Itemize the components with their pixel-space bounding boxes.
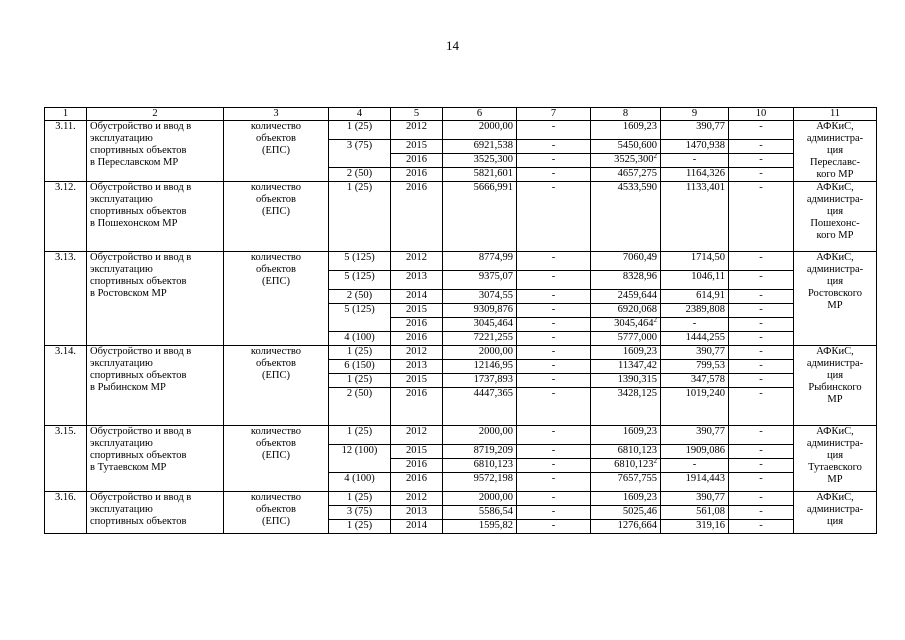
col8-cell: [591, 182, 661, 252]
executor-line: Ростовского: [807, 288, 863, 299]
quantity-cell: 4 (100): [329, 332, 391, 346]
header-cell: 3: [224, 108, 329, 121]
item-title: [87, 346, 224, 426]
col8-value: 1276,664: [617, 520, 657, 531]
col8-cell: [591, 388, 661, 426]
measure-unit-line: количество: [250, 182, 302, 193]
col7-cell: -: [517, 182, 591, 252]
total-cell: 2000,00: [443, 121, 517, 140]
quantity-cell: 5 (125): [329, 304, 391, 332]
col9-cell: 390,77: [661, 492, 729, 506]
measure-unit-line: (ЕПС): [262, 450, 290, 461]
col9-cell: -: [661, 459, 729, 473]
item-number: 3.14.: [45, 346, 87, 426]
col7-cell: -: [517, 346, 591, 360]
measure-unit-line: количество: [250, 121, 302, 132]
item-title-line: спортивных объектов: [90, 276, 187, 287]
col9-cell: 614,91: [661, 290, 729, 304]
quantity-cell: 5 (125): [329, 271, 391, 290]
measure-unit-line: объектов: [255, 358, 297, 369]
quantity-cell: 6 (150): [329, 360, 391, 374]
measure-unit-line: (ЕПС): [262, 516, 290, 527]
col10-cell: -: [729, 182, 794, 252]
year-cell: 2013: [391, 271, 443, 290]
executor-line: кого МР: [816, 169, 854, 180]
total-cell: 3074,55: [443, 290, 517, 304]
item-title-line: спортивных объектов: [90, 145, 187, 156]
item-title: [87, 121, 224, 182]
header-cell: 5: [391, 108, 443, 121]
col7-cell: -: [517, 506, 591, 520]
header-cell: 9: [661, 108, 729, 121]
year-cell: 2012: [391, 346, 443, 360]
total-cell: 2000,00: [443, 346, 517, 360]
header-row: [45, 108, 877, 121]
measure-unit: [224, 492, 329, 534]
item-title-line: Обустройство и ввод в: [90, 252, 192, 263]
col8-cell: [591, 304, 661, 318]
col10-cell: -: [729, 252, 794, 271]
col8-value: 1390,315: [617, 374, 657, 385]
measure-unit-line: объектов: [255, 504, 297, 515]
executor: [794, 252, 877, 346]
executor-line: ция: [826, 206, 844, 217]
item-title-line: Обустройство и ввод в: [90, 492, 192, 503]
table-row: [45, 492, 877, 506]
item-title-line: спортивных объектов: [90, 206, 187, 217]
year-cell: 2013: [391, 360, 443, 374]
total-cell: 8774,99: [443, 252, 517, 271]
quantity-cell: 1 (25): [329, 520, 391, 534]
quantity-cell: 12 (100): [329, 445, 391, 473]
executor-line: МР: [827, 300, 843, 311]
col10-cell: -: [729, 346, 794, 360]
col10-cell: -: [729, 290, 794, 304]
item-number: 3.15.: [45, 426, 87, 492]
col8-value: 5777,000: [617, 332, 657, 343]
table-row: [45, 121, 877, 140]
total-cell: 9572,198: [443, 473, 517, 492]
executor-line: ция: [826, 370, 844, 381]
year-cell: 2012: [391, 252, 443, 271]
col9-cell: 1019,240: [661, 388, 729, 426]
footnote-mark: 2: [653, 316, 657, 324]
col7-cell: -: [517, 271, 591, 290]
measure-unit: [224, 426, 329, 492]
item-title: [87, 252, 224, 346]
col8-cell: [591, 473, 661, 492]
header-cell: 10: [729, 108, 794, 121]
executor-line: АФКиС,: [816, 182, 854, 193]
executor-line: ция: [826, 516, 844, 527]
col8-value: 7060,49: [622, 252, 657, 263]
measure-unit-line: объектов: [255, 194, 297, 205]
total-cell: 3045,464: [443, 318, 517, 332]
col8-cell: [591, 492, 661, 506]
col10-cell: -: [729, 332, 794, 346]
year-cell: 2015: [391, 445, 443, 459]
item-title-line: эксплуатацию: [90, 133, 153, 144]
col10-cell: -: [729, 426, 794, 445]
year-cell: 2012: [391, 426, 443, 445]
year-cell: 2015: [391, 140, 443, 154]
total-cell: 12146,95: [443, 360, 517, 374]
year-cell: 2016: [391, 154, 443, 168]
executor-line: администра-: [806, 133, 864, 144]
col8-cell: [591, 360, 661, 374]
measure-unit-line: (ЕПС): [262, 276, 290, 287]
year-cell: 2015: [391, 304, 443, 318]
total-cell: 2000,00: [443, 426, 517, 445]
measure-unit-line: количество: [250, 426, 302, 437]
col9-cell: 319,16: [661, 520, 729, 534]
header-cell: 2: [87, 108, 224, 121]
executor-line: МР: [827, 394, 843, 405]
executor-line: Тутаевского: [808, 462, 862, 473]
item-title-line: эксплуатацию: [90, 438, 153, 449]
footnote-mark: 2: [653, 152, 657, 160]
col10-cell: -: [729, 520, 794, 534]
table-row: [45, 346, 877, 360]
col8-cell: [591, 459, 661, 473]
year-cell: 2015: [391, 374, 443, 388]
executor-line: Переславс-: [809, 157, 861, 168]
col8-value: 6810,123: [614, 459, 654, 470]
item-title-line: эксплуатацию: [90, 504, 153, 515]
measure-unit-line: (ЕПС): [262, 145, 290, 156]
col10-cell: -: [729, 506, 794, 520]
col8-value: 3525,300: [614, 154, 654, 165]
year-cell: 2016: [391, 473, 443, 492]
executor-line: АФКиС,: [816, 121, 854, 132]
col10-cell: -: [729, 154, 794, 168]
quantity-cell: 2 (50): [329, 168, 391, 182]
col7-cell: -: [517, 445, 591, 459]
total-cell: 2000,00: [443, 492, 517, 506]
executor-line: Пошехонс-: [810, 218, 860, 229]
col8-value: 7657,755: [617, 473, 657, 484]
col9-cell: 1164,326: [661, 168, 729, 182]
item-title-line: в Пошехонском МР: [90, 218, 178, 229]
col9-cell: 390,77: [661, 346, 729, 360]
year-cell: 2016: [391, 318, 443, 332]
col7-cell: -: [517, 304, 591, 318]
quantity-cell: 1 (25): [329, 492, 391, 506]
total-cell: 3525,300: [443, 154, 517, 168]
item-title-line: в Рыбинском МР: [90, 382, 166, 393]
item-title-line: спортивных объектов: [90, 450, 187, 461]
executor-line: Рыбинского: [808, 382, 862, 393]
item-title-line: эксплуатацию: [90, 264, 153, 275]
item-title-line: Обустройство и ввод в: [90, 121, 192, 132]
executor-line: АФКиС,: [816, 426, 854, 437]
total-cell: 1595,82: [443, 520, 517, 534]
item-title-line: Обустройство и ввод в: [90, 182, 192, 193]
col7-cell: -: [517, 492, 591, 506]
total-cell: 6921,538: [443, 140, 517, 154]
col9-cell: 1470,938: [661, 140, 729, 154]
col7-cell: -: [517, 332, 591, 346]
col10-cell: -: [729, 304, 794, 318]
program-table: [44, 107, 877, 534]
col8-cell: [591, 154, 661, 168]
item-number: 3.16.: [45, 492, 87, 534]
measure-unit-line: количество: [250, 252, 302, 263]
measure-unit-line: объектов: [255, 133, 297, 144]
col10-cell: -: [729, 318, 794, 332]
total-cell: 5586,54: [443, 506, 517, 520]
col8-value: 6810,123: [617, 445, 657, 456]
total-cell: 8719,209: [443, 445, 517, 459]
year-cell: 2016: [391, 182, 443, 252]
header-cell: 8: [591, 108, 661, 121]
quantity-cell: 4 (100): [329, 473, 391, 492]
quantity-cell: 1 (25): [329, 182, 391, 252]
col9-cell: 1914,443: [661, 473, 729, 492]
col8-value: 4657,275: [617, 168, 657, 179]
quantity-cell: 2 (50): [329, 388, 391, 426]
executor: [794, 492, 877, 534]
executor-line: ция: [826, 450, 844, 461]
quantity-cell: 1 (25): [329, 121, 391, 140]
col7-cell: -: [517, 168, 591, 182]
col9-cell: 561,08: [661, 506, 729, 520]
executor-line: администра-: [806, 504, 864, 515]
total-cell: 5821,601: [443, 168, 517, 182]
table-row: [45, 426, 877, 445]
col8-cell: [591, 426, 661, 445]
measure-unit-line: объектов: [255, 264, 297, 275]
year-cell: 2013: [391, 506, 443, 520]
col8-value: 1609,23: [622, 426, 657, 437]
col9-cell: 1046,11: [661, 271, 729, 290]
col8-cell: [591, 140, 661, 154]
col9-cell: 2389,808: [661, 304, 729, 318]
item-title-line: в Тутаевском МР: [90, 462, 167, 473]
col10-cell: -: [729, 360, 794, 374]
col8-value: 3045,464: [614, 318, 654, 329]
col7-cell: -: [517, 290, 591, 304]
measure-unit-line: количество: [250, 346, 302, 357]
item-title-line: в Переславском МР: [90, 157, 179, 168]
col8-value: 5025,46: [622, 506, 657, 517]
item-title-line: в Ростовском МР: [90, 288, 167, 299]
table-row: [45, 182, 877, 252]
col8-value: 5450,600: [617, 140, 657, 151]
col7-cell: -: [517, 459, 591, 473]
item-title-line: Обустройство и ввод в: [90, 426, 192, 437]
item-number: 3.12.: [45, 182, 87, 252]
col7-cell: -: [517, 473, 591, 492]
item-number: 3.11.: [45, 121, 87, 182]
quantity-cell: 3 (75): [329, 506, 391, 520]
executor-line: АФКиС,: [816, 252, 854, 263]
col7-cell: -: [517, 360, 591, 374]
col7-cell: -: [517, 426, 591, 445]
col9-cell: 390,77: [661, 121, 729, 140]
col9-cell: 1444,255: [661, 332, 729, 346]
col8-value: 1609,23: [622, 121, 657, 132]
executor-line: ция: [826, 276, 844, 287]
col8-cell: [591, 121, 661, 140]
col8-value: 8328,96: [622, 271, 657, 282]
executor: [794, 121, 877, 182]
measure-unit-line: объектов: [255, 438, 297, 449]
col10-cell: -: [729, 140, 794, 154]
col10-cell: -: [729, 271, 794, 290]
col10-cell: -: [729, 374, 794, 388]
col7-cell: -: [517, 388, 591, 426]
col9-cell: 390,77: [661, 426, 729, 445]
col7-cell: -: [517, 154, 591, 168]
col8-cell: [591, 290, 661, 304]
col9-cell: 799,53: [661, 360, 729, 374]
col7-cell: -: [517, 121, 591, 140]
quantity-cell: 3 (75): [329, 140, 391, 168]
executor-line: администра-: [806, 438, 864, 449]
executor-line: АФКиС,: [816, 346, 854, 357]
quantity-cell: 1 (25): [329, 426, 391, 445]
footnote-mark: 2: [653, 457, 657, 465]
col8-cell: [591, 318, 661, 332]
year-cell: 2016: [391, 332, 443, 346]
item-title-line: спортивных объектов: [90, 516, 187, 527]
col8-cell: [591, 271, 661, 290]
col10-cell: -: [729, 168, 794, 182]
col9-cell: 1909,086: [661, 445, 729, 459]
col8-value: 3428,125: [617, 388, 657, 399]
executor: [794, 346, 877, 426]
item-title: [87, 492, 224, 534]
col8-value: 1609,23: [622, 346, 657, 357]
header-cell: 1: [45, 108, 87, 121]
col7-cell: -: [517, 520, 591, 534]
executor-line: администра-: [806, 264, 864, 275]
header-cell: 7: [517, 108, 591, 121]
total-cell: 6810,123: [443, 459, 517, 473]
col8-cell: [591, 374, 661, 388]
quantity-cell: 1 (25): [329, 346, 391, 360]
item-title-line: эксплуатацию: [90, 358, 153, 369]
col8-value: 2459,644: [617, 290, 657, 301]
quantity-cell: 1 (25): [329, 374, 391, 388]
executor-line: МР: [827, 474, 843, 485]
measure-unit: [224, 252, 329, 346]
header-cell: 11: [794, 108, 877, 121]
col8-cell: [591, 168, 661, 182]
col10-cell: -: [729, 445, 794, 459]
col7-cell: -: [517, 374, 591, 388]
header-cell: 6: [443, 108, 517, 121]
executor-line: ция: [826, 145, 844, 156]
total-cell: 7221,255: [443, 332, 517, 346]
item-title-line: спортивных объектов: [90, 370, 187, 381]
year-cell: 2012: [391, 121, 443, 140]
year-cell: 2012: [391, 492, 443, 506]
col8-cell: [591, 445, 661, 459]
col10-cell: -: [729, 492, 794, 506]
col10-cell: -: [729, 459, 794, 473]
item-number: 3.13.: [45, 252, 87, 346]
year-cell: 2016: [391, 168, 443, 182]
measure-unit: [224, 346, 329, 426]
col10-cell: -: [729, 473, 794, 492]
year-cell: 2016: [391, 388, 443, 426]
col7-cell: -: [517, 252, 591, 271]
executor-line: администра-: [806, 358, 864, 369]
total-cell: 9309,876: [443, 304, 517, 318]
col8-value: 4533,590: [617, 182, 657, 193]
item-title: [87, 426, 224, 492]
page-number: 14: [446, 38, 459, 53]
col9-cell: 1133,401: [661, 182, 729, 252]
executor: [794, 182, 877, 252]
executor: [794, 426, 877, 492]
measure-unit: [224, 182, 329, 252]
col8-value: 1609,23: [622, 492, 657, 503]
quantity-cell: 5 (125): [329, 252, 391, 271]
total-cell: 9375,07: [443, 271, 517, 290]
item-title-line: эксплуатацию: [90, 194, 153, 205]
year-cell: 2014: [391, 520, 443, 534]
year-cell: 2016: [391, 459, 443, 473]
executor-line: АФКиС,: [816, 492, 854, 503]
col7-cell: -: [517, 140, 591, 154]
year-cell: 2014: [391, 290, 443, 304]
total-cell: 1737,893: [443, 374, 517, 388]
total-cell: 5666,991: [443, 182, 517, 252]
col8-cell: [591, 346, 661, 360]
col8-cell: [591, 520, 661, 534]
quantity-cell: 2 (50): [329, 290, 391, 304]
col7-cell: -: [517, 318, 591, 332]
executor-line: администра-: [806, 194, 864, 205]
measure-unit: [224, 121, 329, 182]
executor-line: кого МР: [816, 230, 854, 241]
col9-cell: -: [661, 318, 729, 332]
col10-cell: -: [729, 388, 794, 426]
col8-value: 6920,068: [617, 304, 657, 315]
col9-cell: -: [661, 154, 729, 168]
measure-unit-line: (ЕПС): [262, 370, 290, 381]
measure-unit-line: (ЕПС): [262, 206, 290, 217]
col9-cell: 347,578: [661, 374, 729, 388]
col8-cell: [591, 506, 661, 520]
col8-cell: [591, 332, 661, 346]
col9-cell: 1714,50: [661, 252, 729, 271]
item-title: [87, 182, 224, 252]
table-row: [45, 252, 877, 271]
item-title-line: Обустройство и ввод в: [90, 346, 192, 357]
total-cell: 4447,365: [443, 388, 517, 426]
header-cell: 4: [329, 108, 391, 121]
col8-cell: [591, 252, 661, 271]
measure-unit-line: количество: [250, 492, 302, 503]
col8-value: 11347,42: [618, 360, 657, 371]
col10-cell: -: [729, 121, 794, 140]
